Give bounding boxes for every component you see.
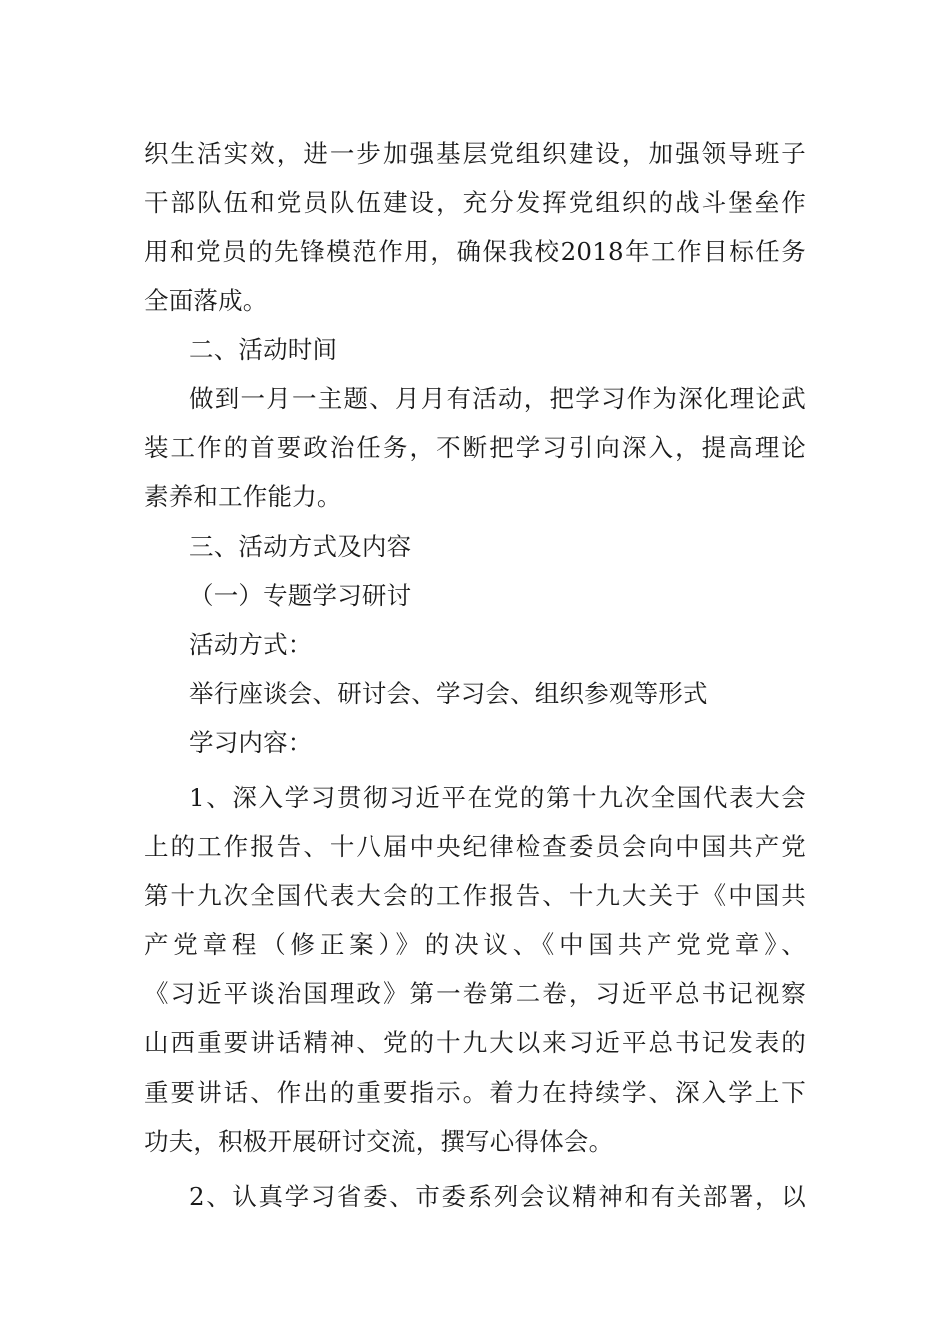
paragraph-line: 第十九次全国代表大会的工作报告、十九大关于《中国共	[144, 881, 806, 910]
paragraph-line: 装工作的首要政治任务，不断把学习引向深入，提高理论	[144, 433, 806, 462]
paragraph-line: 产党章程（修正案）》的决议、《中国共产党党章》、	[144, 930, 806, 959]
subsection-heading: （一）专题学习研讨	[189, 581, 412, 610]
label-line: 活动方式：	[189, 630, 313, 659]
paragraph-line: 《习近平谈治国理政》第一卷第二卷，习近平总书记视察	[144, 979, 806, 1008]
paragraph-line: 重要讲话、作出的重要指示。着力在持续学、深入学上下	[144, 1078, 806, 1107]
paragraph-line: 用和党员的先锋模范作用，确保我校2018年工作目标任务	[144, 237, 806, 266]
paragraph-line: 2、认真学习省委、市委系列会议精神和有关部署，以	[189, 1182, 806, 1211]
section-heading: 二、活动时间	[189, 335, 338, 364]
paragraph-line: 举行座谈会、研讨会、学习会、组织参观等形式	[189, 679, 708, 708]
section-heading: 三、活动方式及内容	[189, 532, 412, 561]
paragraph-line: 功夫，积极开展研讨交流，撰写心得体会。	[144, 1127, 614, 1156]
paragraph-line: 全面落成。	[144, 286, 268, 315]
paragraph-line: 素养和工作能力。	[144, 482, 342, 511]
paragraph-line: 山西重要讲话精神、党的十九大以来习近平总书记发表的	[144, 1028, 806, 1057]
paragraph-line: 做到一月一主题、月月有活动，把学习作为深化理论武	[189, 384, 806, 413]
paragraph-line: 1、深入学习贯彻习近平在党的第十九次全国代表大会	[189, 783, 806, 812]
paragraph-line: 织生活实效，进一步加强基层党组织建设，加强领导班子	[144, 139, 806, 168]
paragraph-line: 干部队伍和党员队伍建设，充分发挥党组织的战斗堡垒作	[144, 188, 806, 217]
label-line: 学习内容：	[189, 728, 313, 757]
paragraph-line: 上的工作报告、十八届中央纪律检查委员会向中国共产党	[144, 832, 806, 861]
